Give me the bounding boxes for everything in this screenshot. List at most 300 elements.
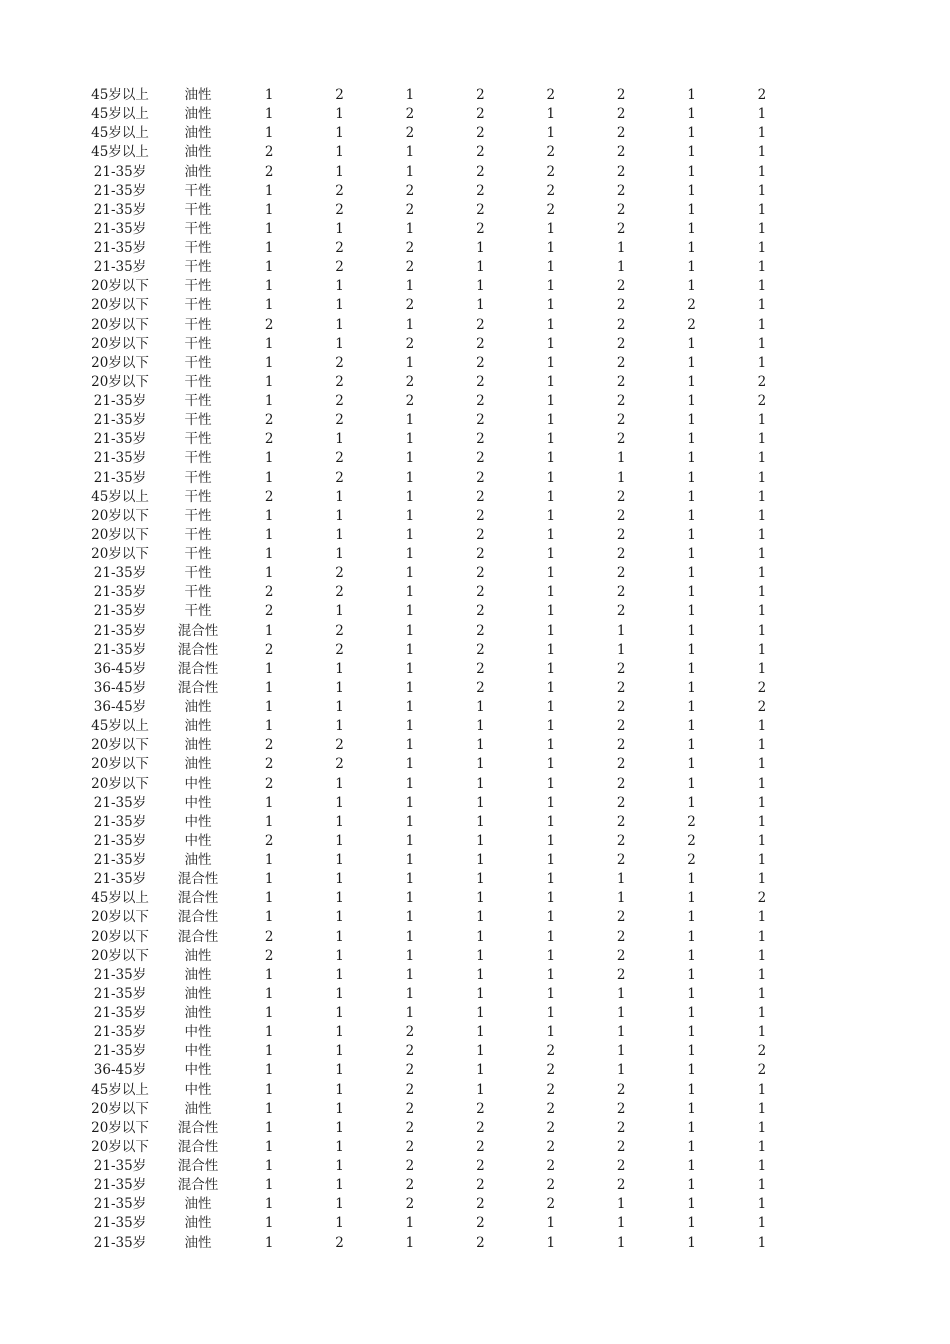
value-cell: 2 [546,1062,556,1079]
value-cell: 1 [335,106,344,123]
value-cell: 1 [616,985,626,1002]
value-cell: 1 [757,526,767,543]
value-cell: 1 [335,679,344,696]
value-cell: 2 [335,641,344,658]
age-cell: 21-35岁 [93,832,147,849]
value-cell: 1 [546,641,556,658]
value-cell: 1 [405,469,415,486]
value-cell: 2 [476,1234,485,1251]
value-cell: 2 [687,832,696,849]
value-cell: 1 [264,546,274,562]
value-cell: 2 [476,163,485,180]
table-row [78,143,797,162]
value-cell: 1 [687,163,696,180]
value-cell: 1 [757,718,767,735]
value-cell: 2 [405,335,415,352]
value-cell: 1 [264,1196,274,1213]
value-cell: 1 [616,1062,626,1079]
value-cell: 1 [757,813,767,830]
value-cell: 1 [687,1100,696,1117]
value-cell: 2 [616,928,626,945]
value-cell: 1 [476,794,485,811]
value-cell: 1 [405,679,415,696]
skin-type-cell: 混合性 [177,679,219,696]
table-row [78,1004,797,1023]
age-cell: 21-35岁 [93,966,147,983]
age-cell: 21-35岁 [93,469,147,486]
value-cell: 1 [264,1005,274,1021]
value-cell: 2 [264,144,274,161]
value-cell: 1 [687,966,696,983]
value-cell: 2 [546,1043,556,1060]
value-cell: 2 [616,163,626,180]
value-cell: 1 [546,622,556,639]
value-cell: 2 [546,1196,556,1213]
age-cell: 45岁以上 [91,890,149,907]
value-cell: 2 [476,316,485,333]
value-cell: 1 [616,259,626,276]
value-cell: 1 [335,546,344,562]
skin-type-cell: 油性 [184,947,212,964]
value-cell: 1 [616,641,626,658]
value-cell: 2 [616,679,626,696]
value-cell: 1 [546,1215,556,1232]
value-cell: 1 [757,335,767,352]
value-cell: 2 [616,1177,626,1194]
table-row [78,449,797,468]
value-cell: 1 [405,565,415,582]
value-cell: 1 [546,450,556,467]
value-cell: 1 [757,756,767,773]
value-cell: 1 [687,278,696,295]
skin-type-cell: 中性 [184,1081,212,1098]
skin-type-cell: 干性 [184,526,212,543]
value-cell: 1 [264,373,274,390]
value-cell: 2 [476,393,485,409]
table-row [78,354,797,373]
value-cell: 1 [757,641,767,658]
age-cell: 36-45岁 [93,1062,147,1079]
age-cell: 20岁以下 [91,947,149,964]
value-cell: 1 [264,718,274,735]
age-cell: 21-35岁 [93,1024,147,1041]
value-cell: 1 [405,584,415,601]
value-cell: 1 [687,699,696,715]
value-cell: 1 [264,565,274,582]
table-row [78,564,797,583]
table-row [78,602,797,621]
value-cell: 1 [264,87,274,103]
table-row [78,545,797,564]
value-cell: 1 [335,335,344,352]
value-cell: 1 [264,1215,274,1232]
skin-type-cell: 油性 [184,966,212,983]
value-cell: 1 [687,220,696,237]
value-cell: 1 [546,660,556,677]
value-cell: 2 [476,1119,485,1136]
age-cell: 21-35岁 [93,163,147,180]
value-cell: 1 [546,335,556,352]
value-cell: 1 [264,1024,274,1041]
value-cell: 1 [687,794,696,811]
skin-type-cell: 干性 [184,393,212,409]
value-cell: 1 [335,1005,344,1021]
value-cell: 2 [264,603,274,620]
value-cell: 1 [687,871,696,888]
table-row [78,201,797,220]
value-cell: 2 [546,1138,556,1155]
value-cell: 1 [546,852,556,868]
value-cell: 2 [476,182,485,199]
value-cell: 2 [405,1043,415,1060]
value-cell: 2 [476,373,485,390]
value-cell: 1 [405,852,415,868]
value-cell: 2 [757,1043,767,1060]
value-cell: 2 [616,393,626,409]
value-cell: 1 [476,737,485,754]
value-cell: 2 [476,469,485,486]
value-cell: 2 [616,718,626,735]
value-cell: 1 [405,316,415,333]
value-cell: 1 [335,488,344,505]
value-cell: 2 [264,928,274,945]
value-cell: 1 [405,278,415,295]
skin-type-cell: 中性 [184,775,212,792]
age-cell: 20岁以下 [91,909,149,926]
value-cell: 1 [335,871,344,888]
age-cell: 21-35岁 [93,412,147,429]
value-cell: 1 [335,297,344,314]
value-cell: 2 [335,584,344,601]
value-cell: 1 [546,431,556,448]
value-cell: 2 [476,450,485,467]
value-cell: 1 [757,1119,767,1136]
table-row [78,775,797,794]
value-cell: 2 [476,125,485,142]
value-cell: 2 [476,660,485,677]
value-cell: 1 [476,756,485,773]
value-cell: 1 [264,450,274,467]
skin-type-cell: 中性 [184,813,212,830]
value-cell: 2 [616,1100,626,1117]
value-cell: 2 [757,890,767,907]
value-cell: 2 [405,297,415,314]
value-cell: 1 [757,737,767,754]
value-cell: 2 [616,1158,626,1174]
value-cell: 1 [264,125,274,142]
value-cell: 2 [476,622,485,639]
value-cell: 1 [687,890,696,907]
value-cell: 1 [687,622,696,639]
value-cell: 2 [476,1196,485,1213]
value-cell: 1 [264,1158,274,1174]
value-cell: 1 [757,125,767,142]
value-cell: 1 [687,775,696,792]
age-cell: 45岁以上 [91,144,149,161]
value-cell: 1 [616,1043,626,1060]
skin-type-cell: 干性 [184,412,212,429]
value-cell: 1 [335,985,344,1002]
value-cell: 1 [405,488,415,505]
value-cell: 1 [264,220,274,237]
value-cell: 2 [616,832,626,849]
age-cell: 21-35岁 [93,393,147,409]
value-cell: 2 [264,775,274,792]
value-cell: 1 [687,718,696,735]
value-cell: 1 [405,507,415,524]
value-cell: 1 [687,1158,696,1174]
table-row [78,488,797,507]
table-row [78,1100,797,1119]
value-cell: 1 [405,985,415,1002]
value-cell: 2 [405,182,415,199]
table-row [78,163,797,182]
skin-type-cell: 中性 [184,1062,212,1079]
value-cell: 1 [546,775,556,792]
value-cell: 1 [757,1081,767,1098]
value-cell: 2 [616,182,626,199]
value-cell: 1 [757,660,767,677]
value-cell: 2 [405,373,415,390]
value-cell: 1 [546,909,556,926]
value-cell: 1 [687,354,696,371]
value-cell: 1 [405,412,415,429]
value-cell: 1 [757,1234,767,1251]
age-cell: 20岁以下 [91,507,149,524]
age-cell: 45岁以上 [91,106,149,123]
table-row [78,392,797,411]
value-cell: 2 [616,106,626,123]
skin-type-cell: 干性 [184,584,212,601]
value-cell: 2 [335,756,344,773]
value-cell: 2 [476,641,485,658]
value-cell: 1 [546,1024,556,1041]
value-cell: 2 [616,699,626,715]
skin-type-cell: 干性 [184,546,212,562]
value-cell: 2 [476,335,485,352]
value-cell: 1 [264,852,274,868]
value-cell: 1 [546,718,556,735]
skin-type-cell: 干性 [184,182,212,199]
value-cell: 2 [616,1081,626,1098]
value-cell: 2 [687,852,696,868]
value-cell: 1 [405,1005,415,1021]
value-cell: 1 [335,1196,344,1213]
value-cell: 2 [476,565,485,582]
value-cell: 1 [687,87,696,103]
value-cell: 1 [335,163,344,180]
table-row [78,1061,797,1080]
value-cell: 1 [264,507,274,524]
table-row [78,239,797,258]
value-cell: 2 [616,201,626,218]
table-row [78,813,797,832]
table-row [78,335,797,354]
value-cell: 1 [264,871,274,888]
value-cell: 1 [476,1043,485,1060]
value-cell: 1 [405,144,415,161]
value-cell: 1 [546,507,556,524]
value-cell: 2 [335,182,344,199]
skin-type-cell: 干性 [184,565,212,582]
value-cell: 1 [757,966,767,983]
skin-type-cell: 油性 [184,1196,212,1213]
value-cell: 2 [405,1177,415,1194]
value-cell: 2 [405,1100,415,1117]
skin-type-cell: 混合性 [177,622,219,639]
value-cell: 1 [476,718,485,735]
value-cell: 2 [335,393,344,409]
value-cell: 1 [405,431,415,448]
value-cell: 1 [476,1062,485,1079]
value-cell: 1 [335,1158,344,1174]
value-cell: 2 [546,163,556,180]
value-cell: 1 [687,1234,696,1251]
age-cell: 20岁以下 [91,526,149,543]
data-table [78,86,797,1253]
value-cell: 1 [757,871,767,888]
table-row [78,698,797,717]
value-cell: 1 [405,756,415,773]
age-cell: 45岁以上 [91,718,149,735]
table-row [78,220,797,239]
value-cell: 2 [405,1024,415,1041]
value-cell: 1 [335,1215,344,1232]
age-cell: 21-35岁 [93,1043,147,1060]
value-cell: 1 [546,813,556,830]
value-cell: 1 [335,909,344,926]
value-cell: 1 [687,660,696,677]
value-cell: 1 [264,660,274,677]
table-row [78,679,797,698]
value-cell: 1 [264,1177,274,1194]
value-cell: 1 [687,985,696,1002]
value-cell: 2 [616,756,626,773]
value-cell: 2 [616,125,626,142]
value-cell: 1 [264,393,274,409]
value-cell: 2 [616,909,626,926]
age-cell: 21-35岁 [93,240,147,256]
value-cell: 1 [546,584,556,601]
skin-type-cell: 干性 [184,220,212,237]
value-cell: 2 [476,584,485,601]
value-cell: 1 [264,182,274,199]
value-cell: 2 [476,1158,485,1174]
value-cell: 1 [335,1100,344,1117]
value-cell: 1 [335,144,344,161]
value-cell: 1 [546,412,556,429]
table-row [78,316,797,335]
table-row [78,277,797,296]
value-cell: 2 [264,641,274,658]
value-cell: 1 [546,546,556,562]
age-cell: 21-35岁 [93,641,147,658]
table-row [78,1234,797,1253]
age-cell: 21-35岁 [93,794,147,811]
value-cell: 1 [546,679,556,696]
table-row [78,947,797,966]
value-cell: 1 [757,278,767,295]
value-cell: 1 [757,832,767,849]
skin-type-cell: 中性 [184,832,212,849]
table-row [78,717,797,736]
value-cell: 1 [546,316,556,333]
value-cell: 2 [616,220,626,237]
value-cell: 1 [405,890,415,907]
value-cell: 1 [757,106,767,123]
value-cell: 1 [757,469,767,486]
value-cell: 2 [687,316,696,333]
value-cell: 1 [687,125,696,142]
value-cell: 1 [546,756,556,773]
value-cell: 1 [546,469,556,486]
age-cell: 20岁以下 [91,1138,149,1155]
value-cell: 1 [687,106,696,123]
value-cell: 1 [405,832,415,849]
value-cell: 2 [546,1119,556,1136]
value-cell: 1 [757,488,767,505]
value-cell: 1 [687,1081,696,1098]
table-row [78,507,797,526]
value-cell: 2 [264,431,274,448]
skin-type-cell: 中性 [184,1043,212,1060]
table-row [78,1214,797,1233]
value-cell: 2 [405,259,415,276]
table-row [78,430,797,449]
value-cell: 1 [476,813,485,830]
value-cell: 1 [476,909,485,926]
value-cell: 1 [335,813,344,830]
table-row [78,373,797,392]
value-cell: 2 [264,832,274,849]
value-cell: 1 [405,699,415,715]
value-cell: 2 [616,412,626,429]
skin-type-cell: 油性 [184,1005,212,1021]
value-cell: 1 [546,240,556,256]
value-cell: 1 [546,890,556,907]
value-cell: 1 [335,832,344,849]
value-cell: 1 [264,679,274,696]
value-cell: 1 [546,699,556,715]
age-cell: 36-45岁 [93,679,147,696]
value-cell: 1 [757,450,767,467]
value-cell: 1 [616,1215,626,1232]
age-cell: 21-35岁 [93,431,147,448]
value-cell: 1 [335,699,344,715]
value-cell: 2 [546,1177,556,1194]
skin-type-cell: 中性 [184,1024,212,1041]
value-cell: 1 [687,201,696,218]
value-cell: 1 [264,1119,274,1136]
value-cell: 1 [757,163,767,180]
value-cell: 2 [264,737,274,754]
value-cell: 1 [687,450,696,467]
skin-type-cell: 油性 [184,699,212,715]
value-cell: 2 [616,526,626,543]
age-cell: 21-35岁 [93,622,147,639]
table-row [78,1042,797,1061]
skin-type-cell: 油性 [184,144,212,161]
table-row [78,928,797,947]
value-cell: 1 [687,1005,696,1021]
value-cell: 1 [264,890,274,907]
value-cell: 2 [335,622,344,639]
value-cell: 1 [687,565,696,582]
value-cell: 1 [335,431,344,448]
value-cell: 1 [335,1138,344,1155]
table-row [78,660,797,679]
age-cell: 45岁以上 [91,1081,149,1098]
